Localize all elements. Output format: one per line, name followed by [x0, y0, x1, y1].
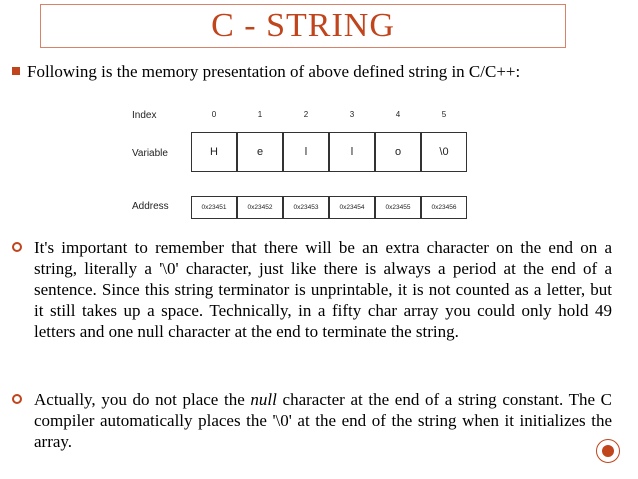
address-cell: 0x23451	[191, 196, 237, 219]
address-cell: 0x23452	[237, 196, 283, 219]
variable-label: Variable	[132, 148, 168, 159]
variable-cell: l	[329, 132, 375, 172]
bullet-memory-presentation	[12, 61, 597, 82]
index-value: 3	[349, 110, 355, 119]
address-cell: 0x23454	[329, 196, 375, 219]
circle-bullet-icon	[12, 394, 24, 406]
variable-cell: H	[191, 132, 237, 172]
address-cell: 0x23455	[375, 196, 421, 219]
decorative-ring-icon	[596, 439, 620, 463]
bullet-text-part: Actually, you do not place the	[34, 390, 251, 409]
bullet-text-part: character at the end of a string constant. The C compiler automatically places the '\0' at the end of the string when it initializes the array.	[34, 390, 612, 451]
bullet-text: It's important to remember that there will be an extra character on the end on a string, literally a '\0' character, just like there is always a period at the end of a sentence. Since this string terminator is unprintable, it is not counted as a letter, but it still takes up a space. Technically, in a fifty char array you could only hold 49 letters and one null character at the end to terminate the string.	[34, 238, 612, 341]
square-bullet-icon	[12, 67, 20, 75]
index-value: 0	[211, 110, 217, 119]
memory-diagram	[128, 100, 478, 220]
index-value: 4	[395, 110, 401, 119]
address-cell: 0x23453	[283, 196, 329, 219]
slide-title: C - STRING	[211, 7, 395, 44]
index-label: Index	[132, 110, 157, 121]
variable-cell: \0	[421, 132, 467, 172]
bullet-null-terminator	[12, 237, 612, 342]
decorative-dot	[602, 445, 614, 457]
variable-cell: l	[283, 132, 329, 172]
bullet-compiler-null	[12, 389, 612, 452]
index-value: 5	[441, 110, 447, 119]
variable-cell: o	[375, 132, 421, 172]
address-label: Address	[132, 201, 169, 212]
index-value: 2	[303, 110, 309, 119]
title-box	[40, 4, 566, 48]
bullet-text: Following is the memory presentation of above defined string in C/C++:	[27, 62, 521, 81]
circle-bullet-icon	[12, 242, 24, 254]
bullet-text	[34, 389, 612, 452]
address-cell: 0x23456	[421, 196, 467, 219]
null-emphasis: null	[250, 390, 277, 409]
index-value: 1	[257, 110, 263, 119]
variable-cell: e	[237, 132, 283, 172]
